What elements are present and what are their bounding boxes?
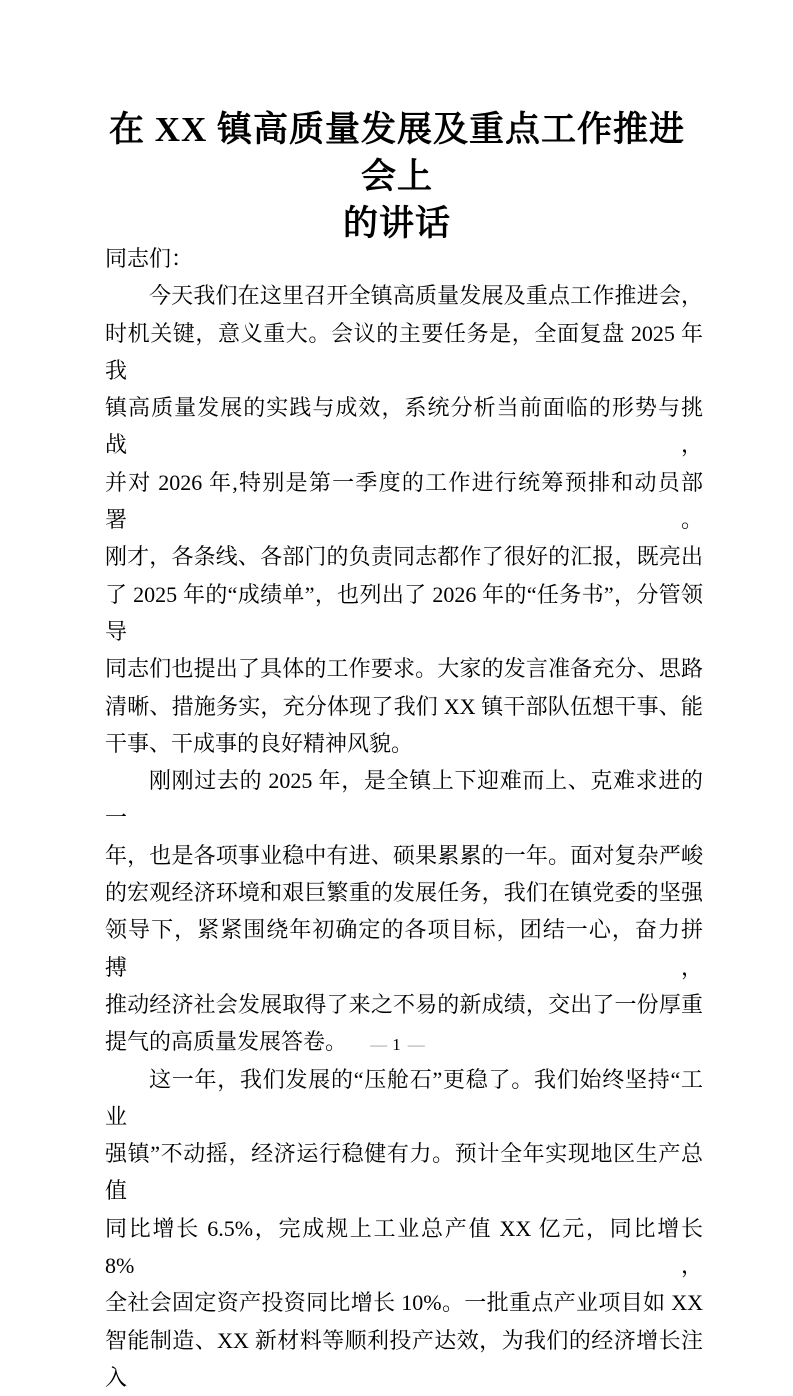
text-line: 同比增长 6.5%，完成规上工业总产值 XX 亿元，同比增长 8%，: [105, 1215, 709, 1279]
text-line: 镇高质量发展的实践与成效，系统分析当前面临的形势与挑战，: [105, 395, 703, 458]
document-body: [105, 240, 709, 1396]
text-line: 并对 2026 年,特别是第一季度的工作进行统筹预排和动员部署。: [105, 469, 703, 533]
text-line: 同志们也提出了具体的工作要求。大家的发言准备充分、思路: [105, 656, 703, 682]
text-line: 强镇”不动摇，经济运行稳健有力。预计全年实现地区生产总值: [105, 1141, 703, 1204]
text-line: 清晰、措施务实，充分体现了我们 XX 镇干部队伍想干事、能: [105, 693, 703, 719]
text-line: 干事、干成事的良好精神风貌。: [105, 730, 414, 756]
document-title: [97, 106, 697, 247]
text-line: 智能制造、XX 新材料等顺利投产达效，为我们的经济增长注入: [105, 1327, 703, 1390]
footer-dash-left: —: [370, 1035, 386, 1054]
text-line: 了 2025 年的“成绩单”，也列出了 2026 年的“任务书”，分管领导: [105, 581, 703, 644]
text-line: 提气的高质量发展答卷。: [105, 1029, 348, 1055]
text-line: 刚才，各条线、各部门的负责同志都作了很好的汇报，既亮出: [105, 544, 703, 570]
footer-dash-right: —: [407, 1035, 423, 1054]
text-line: 这一年，我们发展的“压舱石”更稳了。我们始终坚持“工业: [105, 1066, 703, 1129]
text-line: 刚刚过去的 2025 年，是全镇上下迎难而上、克难求进的一: [105, 768, 703, 831]
text-line: 全社会固定资产投资同比增长 10%。一批重点产业项目如 XX: [105, 1290, 703, 1316]
text-line: 年，也是各项事业稳中有进、硕果累累的一年。面对复杂严峻: [105, 842, 703, 868]
text-line: 的宏观经济环境和艰巨繁重的发展任务，我们在镇党委的坚强: [105, 880, 703, 906]
text-line: 同志们：: [105, 246, 194, 271]
title-line-1: 在 XX 镇高质量发展及重点工作推进会上: [108, 110, 686, 196]
text-line: 领导下，紧紧围绕年初确定的各项目标，团结一心，奋力拼搏，: [105, 917, 703, 980]
text-line: 推动经济社会发展取得了来之不易的新成绩，交出了一份厚重: [105, 991, 703, 1017]
title-line-2: 的讲话: [342, 204, 451, 243]
text-line: 时机关键，意义重大。会议的主要任务是，全面复盘 2025 年我: [105, 320, 703, 383]
page-number: 1: [392, 1035, 401, 1054]
page-footer: [0, 1034, 793, 1056]
text-line: 今天我们在这里召开全镇高质量发展及重点工作推进会，: [149, 283, 703, 309]
